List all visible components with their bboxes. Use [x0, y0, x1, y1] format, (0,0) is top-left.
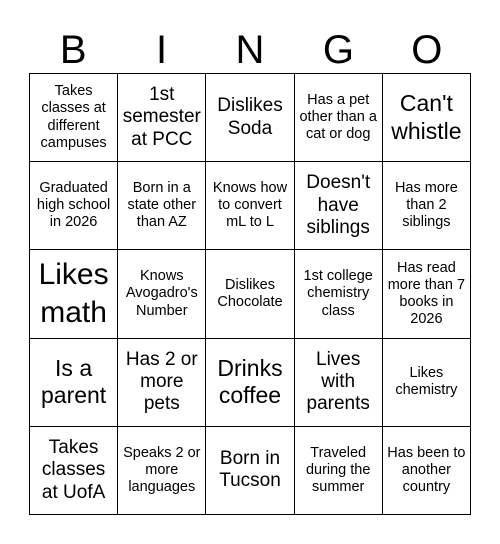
bingo-cell[interactable]: Has 2 or more pets	[118, 339, 206, 427]
bingo-cell[interactable]: Likes math	[30, 250, 118, 338]
bingo-cell[interactable]: 1st college chemistry class	[295, 250, 383, 338]
bingo-cell[interactable]: Takes classes at UofA	[30, 427, 118, 515]
bingo-cell[interactable]: Dislikes Soda	[206, 74, 294, 162]
bingo-cell[interactable]: Has read more than 7 books in 2026	[383, 250, 471, 338]
bingo-cell[interactable]: Doesn't have siblings	[295, 162, 383, 250]
bingo-cell[interactable]: Knows how to convert mL to L	[206, 162, 294, 250]
bingo-cell[interactable]: Lives with parents	[295, 339, 383, 427]
bingo-cell[interactable]: 1st semester at PCC	[118, 74, 206, 162]
bingo-cell[interactable]: Graduated high school in 2026	[30, 162, 118, 250]
header-letter-o: O	[411, 27, 443, 72]
bingo-cell[interactable]: Traveled during the summer	[295, 427, 383, 515]
bingo-cell[interactable]: Is a parent	[30, 339, 118, 427]
bingo-cell[interactable]: Knows Avogadro's Number	[118, 250, 206, 338]
bingo-cell[interactable]: Has been to another country	[383, 427, 471, 515]
bingo-cell[interactable]: Can't whistle	[383, 74, 471, 162]
header-letter-n: N	[235, 27, 265, 72]
bingo-cell[interactable]: Born in a state other than AZ	[118, 162, 206, 250]
header-letter-b: B	[59, 27, 87, 72]
bingo-header	[29, 26, 471, 74]
bingo-cell[interactable]: Drinks coffee	[206, 339, 294, 427]
header-letter-i: I	[156, 27, 168, 72]
bingo-cell[interactable]: Has more than 2 siblings	[383, 162, 471, 250]
bingo-cell[interactable]: Born in Tucson	[206, 427, 294, 515]
bingo-cell[interactable]: Likes chemistry	[383, 339, 471, 427]
bingo-cell[interactable]: Has a pet other than a cat or dog	[295, 74, 383, 162]
header-letter-g: G	[322, 27, 354, 72]
bingo-cell[interactable]: Speaks 2 or more languages	[118, 427, 206, 515]
bingo-cell[interactable]: Dislikes Chocolate	[206, 250, 294, 338]
bingo-cell[interactable]: Takes classes at different campuses	[30, 74, 118, 162]
bingo-board	[29, 73, 471, 515]
